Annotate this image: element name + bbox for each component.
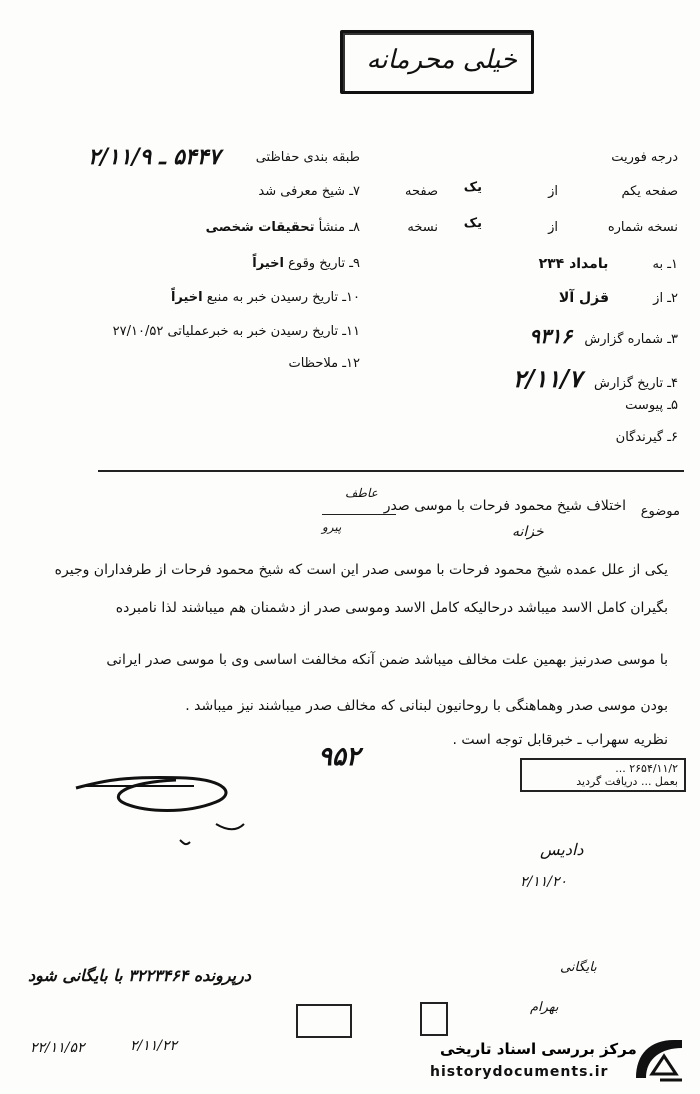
field-occurrence-date-label: ۹ـ تاریخ وقوع — [288, 256, 360, 271]
copy-word: نسخه — [407, 220, 438, 235]
field-to-label: ۱ـ به — [652, 257, 678, 272]
field-report-date-value: ۲/۱۱/۷ — [512, 364, 582, 393]
copy-of: از — [548, 220, 558, 235]
subject-note-below: پیرو — [322, 520, 342, 534]
subject-text: اختلاف شیخ محمود فرحات با موسی صدر — [383, 498, 626, 514]
watermark-url: historydocuments.ir — [430, 1064, 609, 1080]
copy-of-value: یک — [463, 216, 482, 231]
field-source-date — [171, 290, 360, 305]
page-of-value: یک — [463, 180, 482, 195]
field-from-label: ۲ـ از — [653, 291, 678, 306]
bottom-note-line3: ۲۲/۱۱/۵۲ — [30, 1040, 85, 1056]
receipt-stamp — [520, 758, 686, 792]
small-stamp-box — [296, 1004, 352, 1038]
field-from-value: قزل آلا — [558, 290, 610, 306]
subject-note-side: خزانه — [512, 524, 544, 540]
receipt-stamp-line2: بعمل ... دریافت گردید — [576, 775, 678, 788]
field-source-date-value: اخیراً — [170, 290, 203, 305]
classification-label: طبقه بندی حفاظتی — [255, 150, 360, 165]
signature-scribble — [66, 758, 256, 848]
copy-label: نسخه شماره — [607, 220, 678, 235]
field-report-number-label: ۳ـ شماره گزارش — [584, 332, 678, 347]
bottom-note-line1: درپرونده ۳۲۲۳۴۶۴ با بایگانی شود — [28, 966, 251, 985]
body-line: بگیران کامل الاسد میباشد درحالیکه کامل الاسد وموسی صدر از دشمنان هم میباشند لذا نامبرده — [115, 600, 668, 616]
divider — [98, 470, 684, 472]
field-origin-label: ۸ـ منشأ — [318, 220, 360, 235]
subject-label: موضوع — [640, 504, 680, 519]
field-remarks: ۱۲ـ ملاحظات — [288, 356, 360, 371]
field-to — [539, 256, 678, 272]
body-line: بودن موسی صدر وهماهنگی با روحانیون لبنانی که مخالف صدر میباشند نیز میباشد . — [185, 698, 668, 714]
field-ops-date — [113, 324, 360, 339]
body-line: با موسی صدرنیز بهمین علت مخالف میباشد ضمن آنکه مخالفت اساسی وی با موسی صدر ایرانی — [106, 652, 668, 668]
field-recipients-label: ۶ـ گیرندگان — [615, 430, 678, 445]
body-line: نظریه سهراب ـ خبرقابل توجه است . — [452, 732, 668, 748]
field-origin-value: تحقیقات شخصی — [205, 220, 315, 235]
field-ops-date-value: ۲۷/۱۰/۵۲ — [112, 324, 164, 339]
page-of: از — [548, 184, 558, 199]
field-source-date-label: ۱۰ـ تاریخ رسیدن خبر به منبع — [206, 290, 360, 305]
classification-stamp — [340, 30, 534, 94]
bottom-note-line2: ۲/۱۱/۲۲ — [130, 1038, 178, 1054]
field-report-number-value: ۹۳۱۶ — [529, 324, 573, 348]
urgency-label: درجه فوریت — [611, 150, 678, 165]
field-to-value: بامداد ۲۳۴ — [538, 256, 609, 272]
stamp-title: خیلی محرمانه — [366, 45, 517, 75]
bottom-right-note2: بهرام — [530, 1000, 559, 1015]
handwritten-mid-number: ۹۵۲ — [318, 742, 360, 772]
page-label: صفحه یکم — [621, 184, 678, 199]
subject-underline — [322, 514, 396, 515]
field-occurrence-date-value: اخیراً — [252, 256, 284, 271]
field-report-date — [513, 364, 678, 393]
page-word: صفحه — [405, 184, 438, 199]
field-origin — [206, 220, 360, 235]
bottom-right-note1: بایگانی — [560, 960, 597, 975]
watermark-logo-icon — [630, 1034, 688, 1084]
side-date: ۲/۱۱/۲۰ — [520, 874, 568, 890]
top-handwritten-number: ۵۴۴۷ ـ ۲/۱۱/۹ — [88, 144, 221, 170]
watermark-text: مرکز بررسی اسناد تاریخی — [440, 1040, 637, 1058]
side-note: دادیس — [540, 840, 584, 859]
field-from — [559, 290, 678, 306]
field-report-number — [529, 324, 678, 348]
small-stamp-box — [420, 1002, 448, 1036]
field-report-date-label: ۴ـ تاریخ گزارش — [593, 376, 678, 391]
field-occurrence-date — [252, 256, 360, 271]
field-ops-date-label: ۱۱ـ تاریخ رسیدن خبر به خبرعملیاتی — [167, 324, 360, 339]
field-attachment-label: ۵ـ پیوست — [625, 398, 678, 413]
subject-note-above: عاطف — [345, 486, 378, 500]
body-line: یکی از علل عمده شیخ محمود فرحات با موسی صدر این است که شیخ محمود فرحات از طرفداران وجیره — [54, 562, 668, 578]
field-introduced: ۷ـ شیخ معرفی شد — [258, 184, 360, 199]
receipt-stamp-line1: ۲۶۵۴/۱۱/۲ ... — [615, 762, 678, 775]
